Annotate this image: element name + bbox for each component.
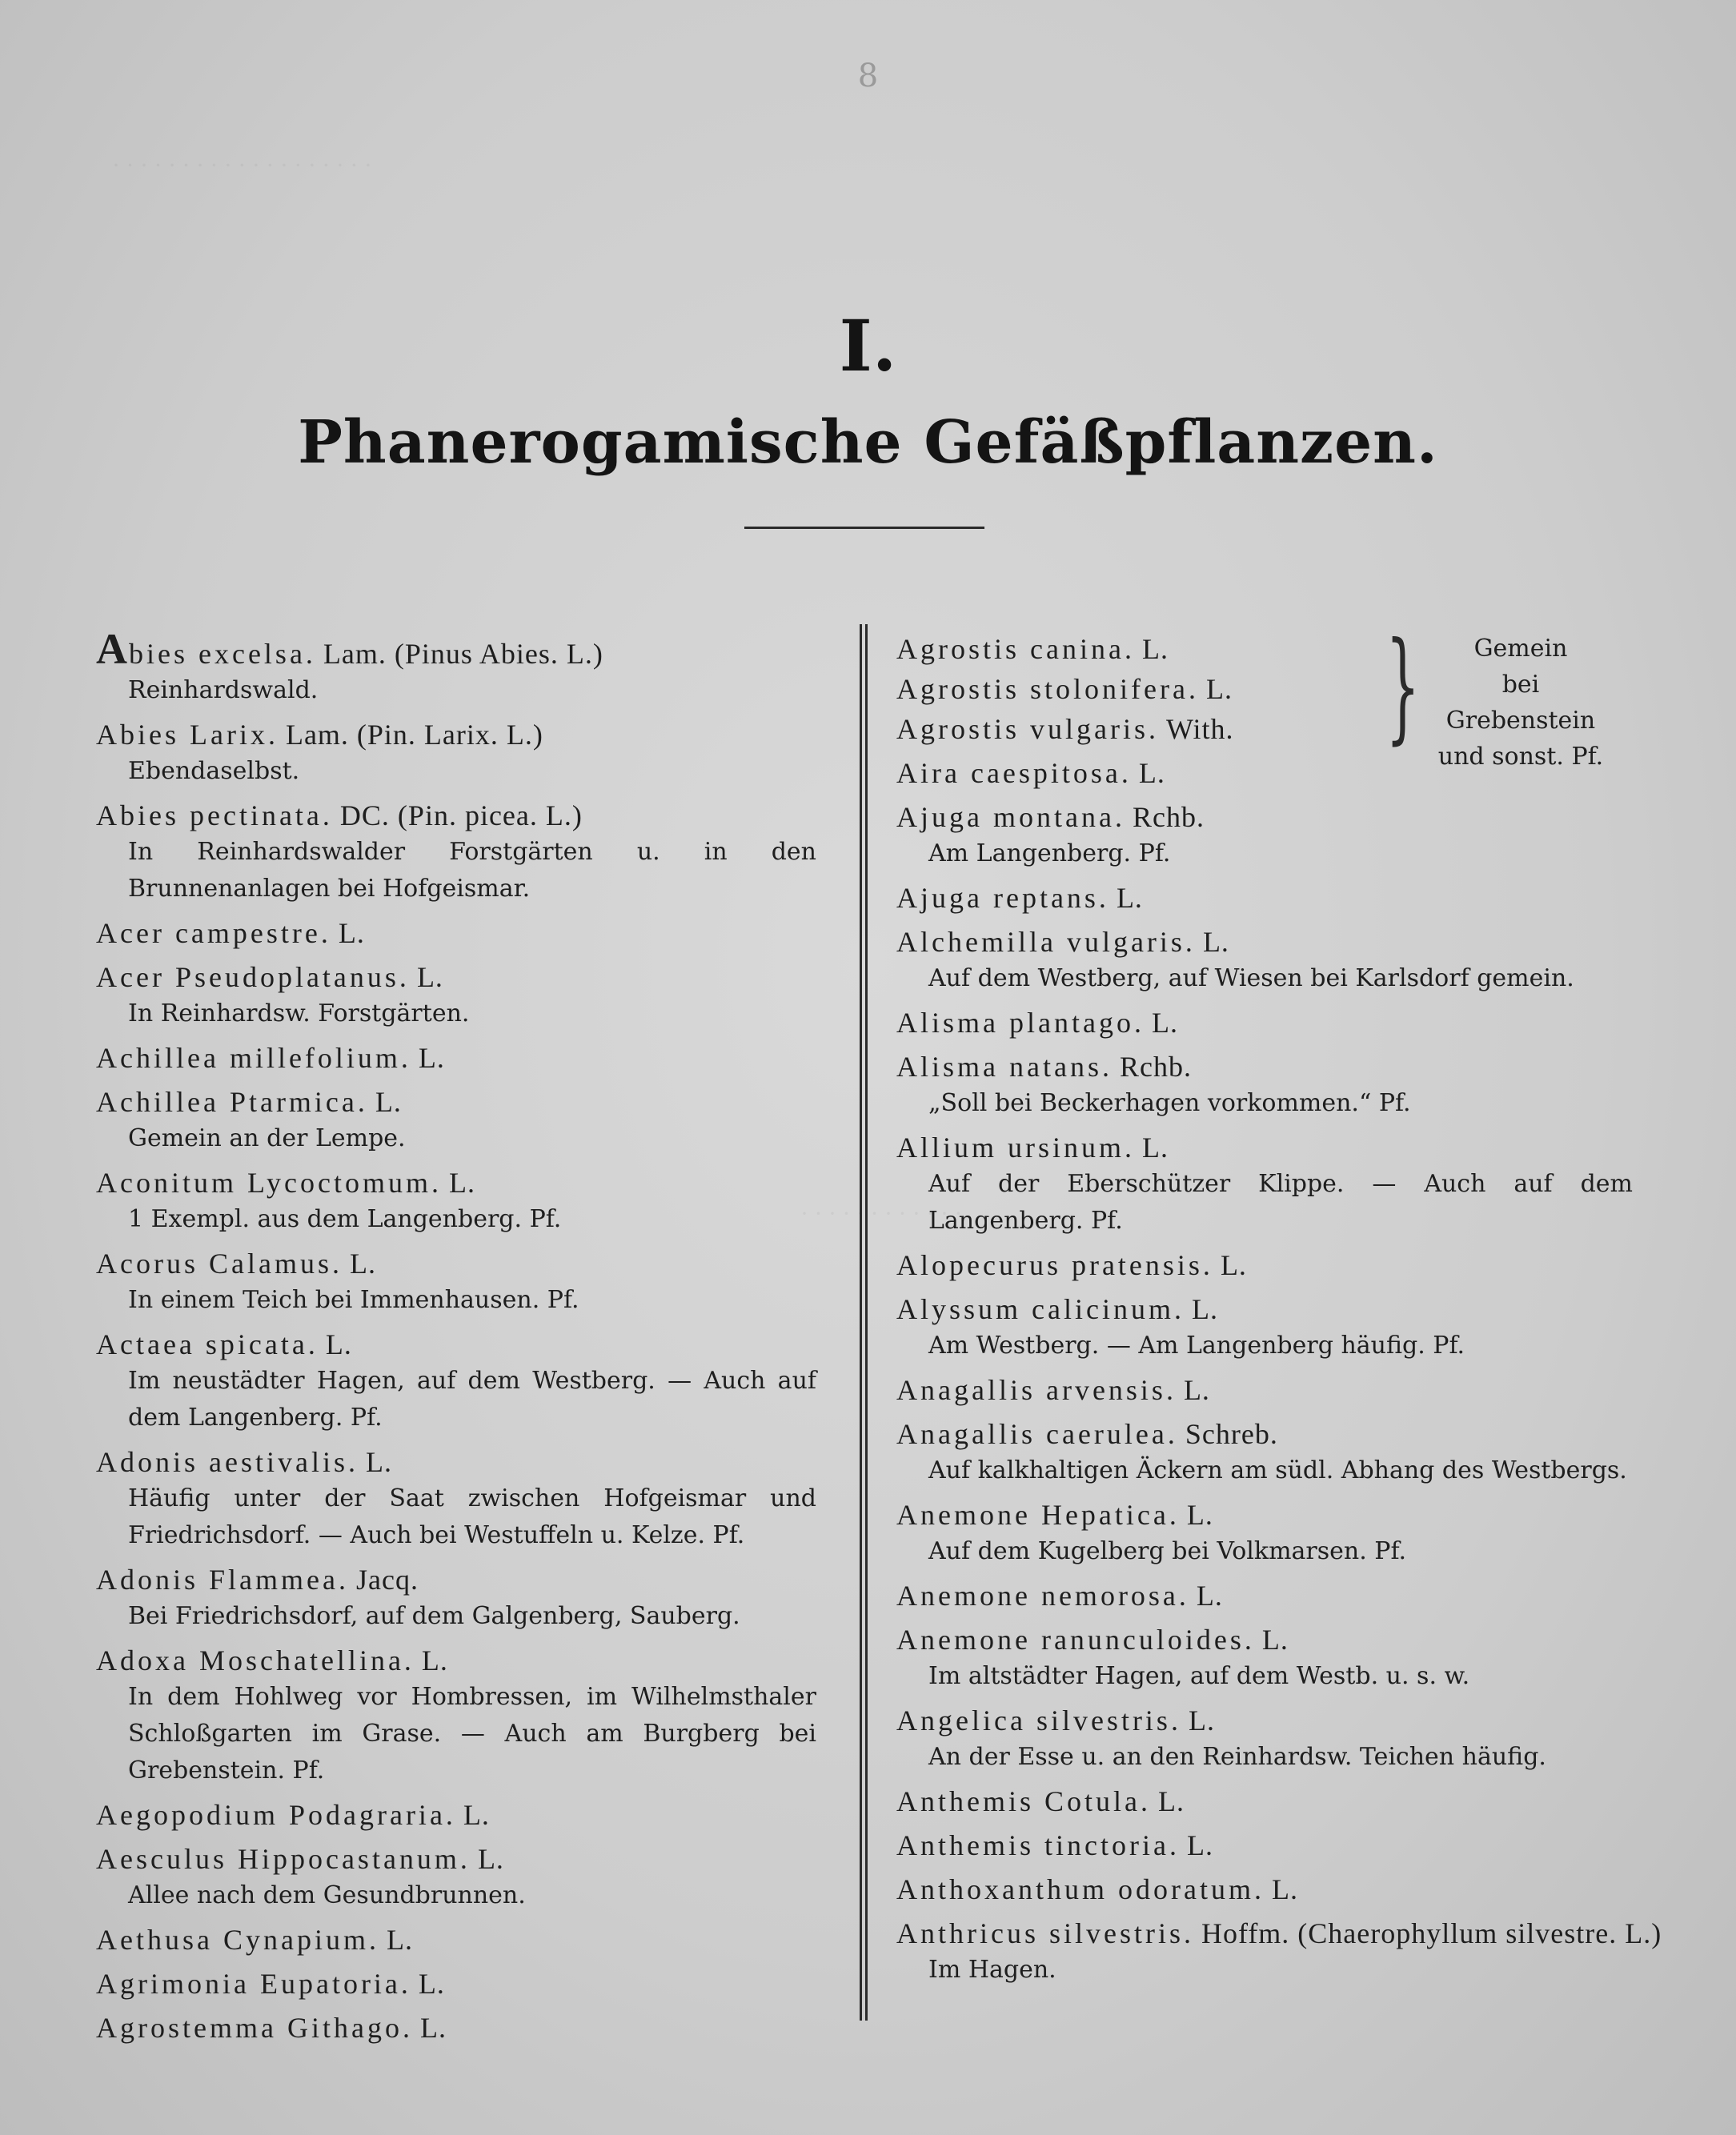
species-entry [896, 1871, 1633, 1908]
species-author: L. [1186, 1829, 1213, 1861]
species-line [96, 1164, 816, 1201]
group-note-line: und sonst. Pf. [1437, 743, 1604, 771]
species-entry [896, 1291, 1633, 1364]
locality-note: Auf dem Kugelberg bei Volkmarsen. Pf. [928, 1537, 1407, 1565]
species-author: L. [1220, 1249, 1247, 1281]
group-note-line: Gemein [1473, 635, 1568, 663]
locality-note: Auf kalkhaltigen Äckern am südl. Abhang des Westbergs. [928, 1456, 1627, 1484]
species-entry [96, 625, 816, 709]
species-line [896, 1827, 1633, 1864]
section-title: Phanerogamische Gefäßpflanzen. [298, 408, 1438, 477]
species-line [896, 1783, 1633, 1820]
species-author: L. [463, 1799, 490, 1831]
species-entry [896, 1048, 1633, 1122]
locality-note: Ebendaselbst. [128, 757, 300, 785]
species-line [96, 915, 816, 951]
species-line [896, 1577, 1633, 1614]
species-author: L. [1142, 1132, 1169, 1164]
species-name: Acer campestre. [96, 917, 331, 949]
locality-note: In einem Teich bei Immenhausen. Pf. [128, 1286, 579, 1314]
species-entry [96, 959, 816, 1032]
species-entry [96, 1164, 816, 1238]
species-entry [896, 1783, 1633, 1820]
species-entry [96, 1561, 816, 1635]
species-author: DC. (Pin. picea. L.) [339, 799, 583, 831]
species-author: Jacq. [355, 1564, 419, 1596]
species-author: L. [418, 1042, 445, 1074]
group-note-line: bei Grebenstein [1445, 671, 1596, 735]
species-name: Achillea millefolium. [96, 1042, 411, 1074]
species-name: Agrimonia Eupatoria. [96, 1968, 411, 2000]
right-column [896, 617, 1662, 1996]
species-name: Alchemilla vulgaris. [896, 926, 1196, 958]
species-line [896, 1496, 1633, 1533]
species-line [896, 1129, 1633, 1166]
species-line [896, 799, 1633, 835]
species-author: Rchb. [1119, 1051, 1192, 1083]
locality-note: Auf der Eberschützer Klippe. — Auch auf dem Langenberg. Pf. [928, 1170, 1633, 1235]
species-line [96, 1642, 816, 1679]
species-author: L. [365, 1446, 392, 1478]
species-entry [96, 2009, 816, 2046]
species-author: L. [1116, 882, 1143, 914]
species-entry [896, 923, 1633, 997]
species-name: Actaea spicata. [96, 1328, 319, 1360]
species-name: Angelica silvestris. [896, 1704, 1181, 1736]
species-author: L. [1261, 1624, 1289, 1656]
species-entry [96, 1797, 816, 1833]
species-entry [896, 1004, 1633, 1041]
species-entry [96, 915, 816, 951]
locality-note: Im altstädter Hagen, auf dem Westb. u. s. w. [928, 1662, 1470, 1690]
species-name: Achillea Ptarmica. [96, 1086, 368, 1118]
species-entry [96, 1084, 816, 1157]
species-name: Anthemis Cotula. [896, 1785, 1151, 1817]
locality-note: Allee nach dem Gesundbrunnen. [128, 1881, 526, 1909]
species-author: L. [421, 1644, 448, 1676]
locality-note: „Soll bei Beckerhagen vorkommen.“ Pf. [928, 1089, 1411, 1117]
agrostis-group [896, 617, 1633, 771]
right-entries [896, 755, 1662, 1989]
species-entry [96, 1965, 816, 2002]
species-entry [96, 1039, 816, 1076]
species-entry [96, 716, 816, 790]
species-author: L. [349, 1248, 376, 1280]
species-entry [896, 799, 1633, 872]
species-entry [896, 1416, 1633, 1489]
species-name: Aegopodium Podagraria. [96, 1799, 456, 1831]
species-author: L. [418, 1968, 445, 2000]
species-name: Alopecurus pratensis. [896, 1249, 1213, 1281]
species-name: Agrostis canina. [896, 633, 1135, 665]
species-author: Rchb. [1132, 801, 1205, 833]
species-name: bies excelsa. [129, 638, 316, 670]
species-author: L. [1158, 1785, 1185, 1817]
species-entry [96, 1444, 816, 1554]
species-entry [96, 1642, 816, 1789]
locality-note: Auf dem Westberg, auf Wiesen bei Karlsdorf gemein. [928, 964, 1574, 992]
species-author: L. [1141, 633, 1169, 665]
species-line [896, 1416, 1633, 1452]
species-line [896, 1915, 1662, 1952]
species-name: Alyssum calicinum. [896, 1293, 1185, 1325]
species-name: Aira caespitosa. [896, 757, 1132, 789]
locality-note: Am Westberg. — Am Langenberg häufig. Pf. [928, 1332, 1465, 1360]
species-author: L. [1186, 1499, 1213, 1531]
species-name: Agrostemma Githago. [96, 2012, 413, 2044]
locality-note: An der Esse u. an den Reinhardsw. Teichen häufig. [928, 1743, 1546, 1771]
title-rule [744, 527, 984, 529]
species-author: L. [1191, 1293, 1218, 1325]
species-name: Abies pectinata. [96, 799, 333, 831]
species-author: Lam. (Pinus Abies. L.) [323, 638, 603, 670]
species-entry [896, 1702, 1633, 1776]
locality-note: Im Hagen. [928, 1956, 1056, 1984]
species-author: L. [1183, 1374, 1210, 1406]
species-line [896, 1048, 1633, 1085]
show-through-text: · · · · · · · · · · · · [800, 1200, 963, 1227]
left-column [96, 625, 816, 2053]
species-line [96, 797, 816, 834]
species-line [96, 625, 816, 673]
species-author: L. [386, 1924, 413, 1956]
species-entry [96, 1921, 816, 1958]
species-line [96, 959, 816, 995]
species-author: L. [1196, 1580, 1223, 1612]
species-name: Abies Larix. [96, 719, 279, 751]
species-line [896, 923, 1633, 960]
species-line [96, 1084, 816, 1120]
species-name: Anthemis tinctoria. [896, 1829, 1180, 1861]
species-name: Acorus Calamus. [96, 1248, 343, 1280]
species-name: Alisma natans. [896, 1051, 1113, 1083]
species-line [96, 1039, 816, 1076]
species-name: Adonis aestivalis. [96, 1446, 359, 1478]
locality-note: 1 Exempl. aus dem Langenberg. Pf. [128, 1205, 562, 1233]
species-line [96, 2009, 816, 2046]
species-entry [96, 1841, 816, 1914]
locality-note: Häufig unter der Saat zwischen Hofgeismar und Friedrichsdorf. — Auch bei Westuffeln u. Kelze. Pf. [128, 1484, 816, 1549]
group-note [1425, 631, 1617, 775]
species-name: Agrostis stolonifera. [896, 673, 1199, 705]
species-name: Ajuga reptans. [896, 882, 1109, 914]
species-author: L. [375, 1086, 402, 1118]
locality-note: Bei Friedrichsdorf, auf dem Galgenberg, Sauberg. [128, 1602, 740, 1630]
species-author: Lam. (Pin. Larix. L.) [285, 719, 543, 751]
species-entry [896, 1129, 1633, 1240]
species-author: L. [1188, 1704, 1215, 1736]
species-line [96, 1921, 816, 1958]
species-author: L. [1271, 1873, 1298, 1905]
section-numeral: I. [839, 304, 897, 387]
species-author: L. [419, 2012, 447, 2044]
species-name: Anagallis caerulea. [896, 1418, 1178, 1450]
locality-note: In Reinhardswalder Forstgärten u. in den Brunnenanlagen bei Hofgeismar. [128, 838, 816, 903]
species-author: L. [1151, 1007, 1178, 1039]
species-author: L. [448, 1167, 475, 1199]
species-author: L. [338, 917, 365, 949]
species-author: L. [1138, 757, 1165, 789]
species-entry [896, 879, 1633, 916]
locality-note: Reinhardswald. [128, 676, 319, 704]
species-author: Schreb. [1185, 1418, 1278, 1450]
species-entry [896, 1915, 1662, 1989]
species-line [896, 1291, 1633, 1328]
brace-icon: } [1385, 617, 1421, 756]
species-line [96, 1326, 816, 1363]
species-entry [96, 797, 816, 907]
species-author: L. [477, 1843, 504, 1875]
species-entry [896, 1577, 1633, 1614]
species-line [896, 1247, 1633, 1284]
species-line [896, 1004, 1633, 1041]
species-name: Agrostis vulgaris. [896, 713, 1159, 745]
species-line [96, 716, 816, 753]
species-name: Acer Pseudoplatanus. [96, 961, 410, 993]
species-author: L. [1202, 926, 1229, 958]
species-line [96, 1444, 816, 1480]
species-author: L. [416, 961, 443, 993]
species-name: Allium ursinum. [896, 1132, 1136, 1164]
species-name: Anagallis arvensis. [896, 1374, 1177, 1406]
species-line [96, 1797, 816, 1833]
species-line [96, 1245, 816, 1282]
species-name: Aconitum Lycoctomum. [96, 1167, 442, 1199]
species-name: Anemone nemorosa. [896, 1580, 1189, 1612]
locality-note: Gemein an der Lempe. [128, 1124, 406, 1152]
species-author: Hoffm. (Chaerophyllum silvestre. L.) [1201, 1917, 1662, 1949]
species-name: Ajuga montana. [896, 801, 1125, 833]
species-line [896, 879, 1633, 916]
species-entry [896, 1621, 1633, 1695]
species-name: Aesculus Hippocastanum. [96, 1843, 471, 1875]
species-line [96, 1841, 816, 1877]
species-name: Anemone Hepatica. [896, 1499, 1180, 1531]
species-name: Alisma plantago. [896, 1007, 1145, 1039]
species-author: L. [1205, 673, 1233, 705]
species-entry [896, 1372, 1633, 1408]
species-name: Anemone ranunculoides. [896, 1624, 1255, 1656]
species-entry [96, 1326, 816, 1436]
species-line [896, 1372, 1633, 1408]
species-entry [896, 1496, 1633, 1570]
species-name: Anthricus silvestris. [896, 1917, 1194, 1949]
species-entry [896, 1247, 1633, 1284]
species-name: Adonis Flammea. [96, 1564, 349, 1596]
species-author: L. [325, 1328, 352, 1360]
species-line [96, 1561, 816, 1598]
species-name: Adoxa Moschatellina. [96, 1644, 415, 1676]
species-entry [96, 1245, 816, 1319]
show-through-text: · · · · · · · · · · · · · · · · · · · [112, 152, 372, 178]
species-line [96, 1965, 816, 2002]
species-line [896, 1871, 1633, 1908]
locality-note: Im neustädter Hagen, auf dem Westberg. — Auch auf dem Langenberg. Pf. [128, 1367, 816, 1432]
species-name: Aethusa Cynapium. [96, 1924, 379, 1956]
locality-note: Am Langenberg. Pf. [928, 839, 1171, 867]
drop-cap: A [96, 625, 129, 673]
species-line [896, 1702, 1633, 1739]
species-name: Anthoxanthum odoratum. [896, 1873, 1265, 1905]
locality-note: In Reinhardsw. Forstgärten. [128, 999, 470, 1027]
locality-note: In dem Hohlweg vor Hombressen, im Wilhelmsthaler Schloßgarten im Grase. — Auch am Burgberg bei Grebenstein. Pf. [128, 1683, 816, 1785]
page-number: 8 [857, 58, 879, 94]
species-line [896, 1621, 1633, 1658]
species-entry [896, 1827, 1633, 1864]
column-divider [860, 624, 868, 2021]
species-author: With. [1166, 713, 1234, 745]
